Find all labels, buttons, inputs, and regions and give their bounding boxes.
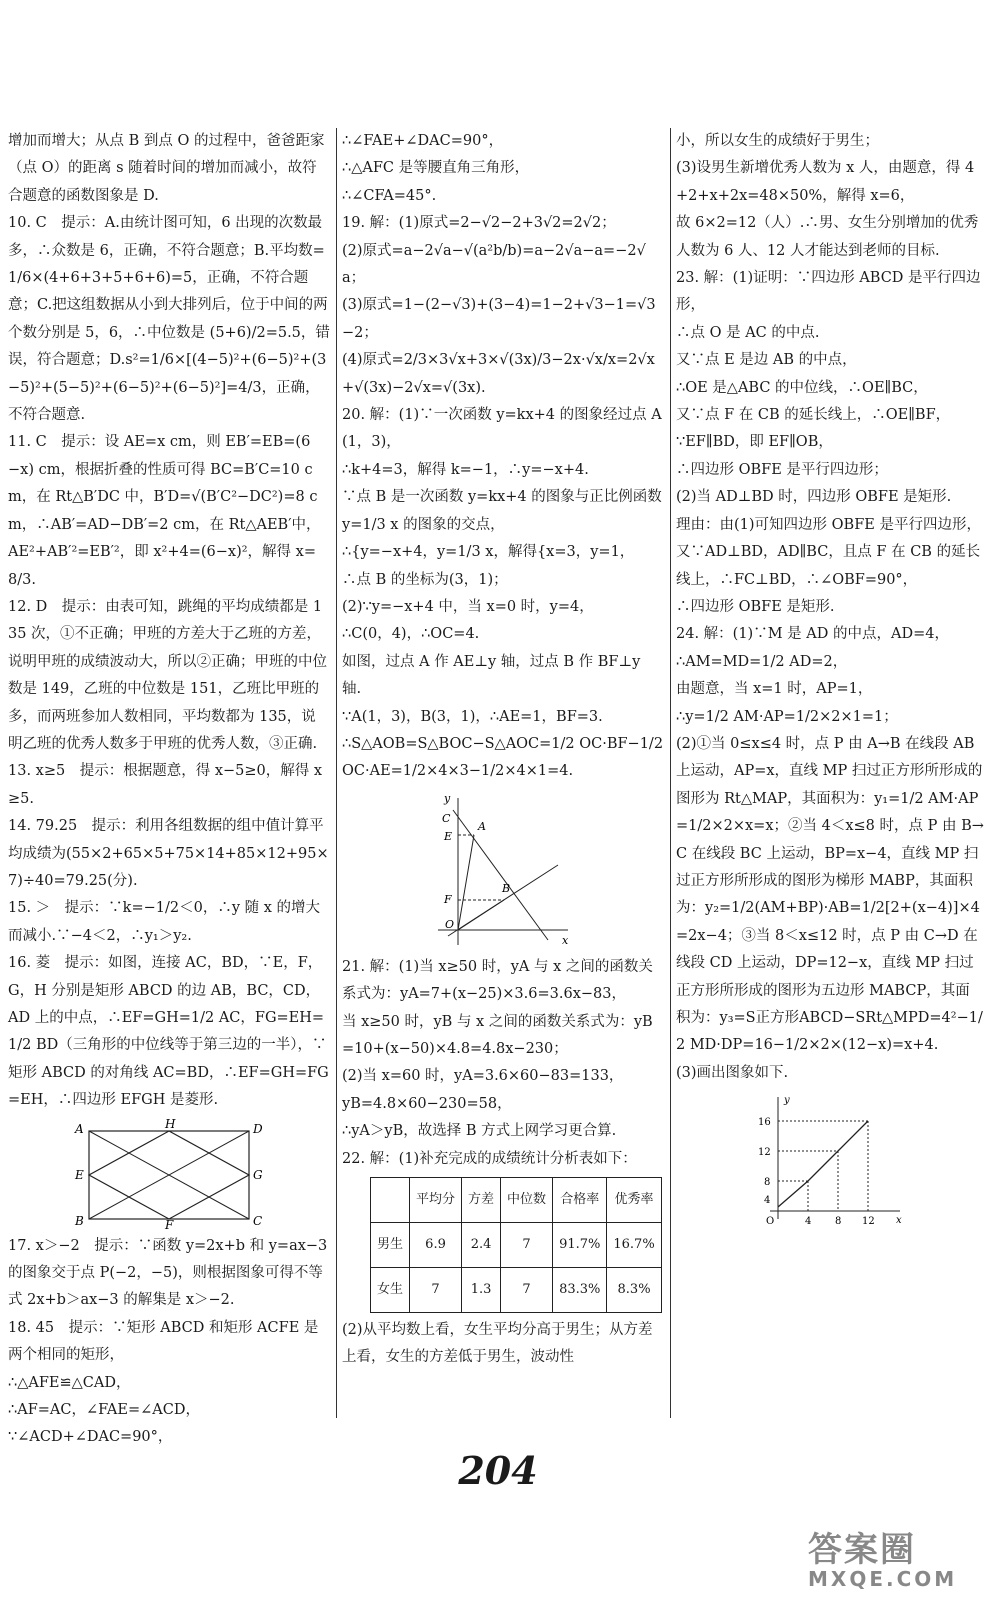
text-line: ∴∠FAE+∠DAC=90°，: [342, 133, 504, 149]
text-line: ∵点 B 是一次函数 y=kx+4 的图象与正比例函数 y=1/3 x 的图象的交点，: [342, 489, 662, 533]
label-x: x: [562, 933, 569, 947]
text-line: yB=4.8×60−230=58，: [342, 1095, 512, 1112]
text-line: ∴四边形 OBFE 是平行四边形；: [676, 461, 888, 478]
text-line: (2)∵y=−x+4 中，当 x=0 时，y=4，: [342, 598, 594, 615]
watermark-url: MXQE.COM: [808, 1567, 958, 1591]
label-e: E: [444, 829, 453, 843]
label-o: O: [766, 1216, 775, 1228]
text-line: 如图，过点 A 作 AE⊥y 轴，过点 B 作 BF⊥y 轴.: [342, 653, 641, 698]
text-line: ∴点 O 是 AC 的中点.: [676, 324, 820, 341]
label-y: y: [784, 1095, 790, 1107]
table-row: [371, 1223, 662, 1268]
table-header: 方差: [462, 1178, 501, 1223]
text-line: 由题意，当 x=1 时，AP=1，: [676, 681, 873, 698]
table-cell: 6.9: [410, 1223, 462, 1268]
page-number: 204: [458, 1448, 538, 1493]
segment-oa: [458, 835, 474, 930]
text-line: 又∵点 F 在 CB 的延长线上，∴OE∥BF，: [676, 407, 951, 424]
label-g: G: [253, 1167, 263, 1182]
table-cell: 83.3%: [553, 1268, 607, 1313]
answer-19-4: (4)原式=2/3×3√x+3×√(3x)/3−2x·√x/x=2√x+√(3x)−2√x=√(3x).: [342, 352, 655, 396]
tick-8: 8: [764, 1177, 771, 1189]
text-block: 增加而增大；从点 B 到点 O 的过程中，爸爸距家（点 O）的距离 s 随着时间的增加而减小，故符合题意的函数图象是 D.: [8, 133, 325, 204]
label-x: x: [896, 1215, 902, 1227]
answer-10: 10. C 提示：A.由统计图可知，6 出现的次数最多，∴众数是 6，正确，不符合题意；B.平均数=1/6×(4+6+3+5+6+6)=5，正确，不符合题意；C.把这组数据从小到大排列后，位于中间的两个数分别是 5，6，∴中位数是 (5+6)/2=5.5，错误，符合题意；D.s²=1/6×[(4−5)²+(6−5)²+(3−5)²+(5−5)²+(6−5)²+(6−5)²]=4/3，正确，不符合题意.: [8, 215, 330, 424]
text-line: 故 6×2=12（人）.∴男、女生分别增加的优秀人数为 6 人、12 人才能达到老师的目标.: [676, 215, 979, 259]
column-middle: [342, 128, 664, 1372]
tick-x-8: 8: [835, 1216, 842, 1228]
text-line: 理由：由(1)可知四边形 OBFE 是平行四边形，又∵AD⊥BD，AD∥BC，且点 F 在 CB 的延长线上，∴FC⊥BD，∴∠OBF=90°，: [676, 516, 981, 588]
rectangle-efgh-figure: [69, 1119, 269, 1229]
label-y: y: [444, 791, 451, 805]
table-header: 优秀率: [607, 1178, 661, 1223]
text-line: ∴{y=−x+4，y=1/3 x，解得{x=3，y=1，: [342, 544, 635, 561]
text-line: ∴C(0，4)，∴OC=4.: [342, 626, 480, 643]
tick-12: 12: [758, 1147, 771, 1159]
answer-17: 17. x＞−2 提示：∵函数 y=2x+b 和 y=ax−3 的图象交于点 P(−2，−5)，则根据图象可得不等式 2x+b＞ax−3 的解集是 x＞−2.: [8, 1237, 328, 1309]
table-cell: 1.3: [462, 1268, 501, 1313]
text-line: ∴四边形 OBFE 是矩形.: [676, 598, 835, 615]
coordinate-figure: [428, 790, 578, 950]
text-line: ∴点 B 的坐标为(3，1)；: [342, 571, 508, 588]
label-a: A: [478, 819, 486, 833]
table-header: 合格率: [553, 1178, 607, 1223]
segment-ob: [458, 900, 504, 930]
answer-12: 12. D 提示：由表可知，跳绳的平均成绩都是 135 次，①不正确；甲班的方差大于乙班的方差，说明甲班的成绩波动大，所以②正确；甲班的中位数是 149，乙班的中位数是 151，乙班比甲班的多，而两班参加人数相同，平均数都为 135，说明乙班的优秀人数多于甲班的优秀人数，③正确.: [8, 598, 327, 752]
answer-16: 16. 菱 提示：如图，连接 AC，BD，∵E，F，G，H 分别是矩形 ABCD 的边 AB，BC，CD，AD 上的中点，∴EF=GH=1/2 AC，FG=EH=1/2 BD（三角形的中位线等于第三边的一半），∵矩形 ABCD 的对角线 AC=BD，∴EF=GH=FG=EH，∴四边形 EFGH 是菱形.: [8, 955, 329, 1109]
table-cell: 91.7%: [553, 1223, 607, 1268]
answer-24: 24. 解：(1)∵M 是 AD 的中点，AD=4，: [676, 626, 949, 643]
text-line: ∴△AFC 是等腰直角三角形，: [342, 160, 530, 177]
table-cell: 7: [410, 1268, 462, 1313]
answer-22: 22. 解：(1)补充完成的成绩统计分析表如下：: [342, 1150, 637, 1167]
answer-15: 15. ＞ 提示：∵k=−1/2＜0，∴y 随 x 的增大而减小.∵−4＜2，∴y₁＞y₂.: [8, 900, 321, 944]
label-o: O: [445, 917, 455, 931]
table-cell: [371, 1178, 410, 1223]
label-b: B: [75, 1213, 84, 1228]
tick-x-4: 4: [805, 1216, 812, 1228]
column-left: [8, 128, 330, 1452]
table-header: 平均分: [410, 1178, 462, 1223]
table-row: [371, 1268, 662, 1313]
label-f: F: [444, 892, 452, 906]
answer-18: 18. 45 提示：∵矩形 ABCD 和矩形 ACFE 是两个相同的矩形，: [8, 1319, 319, 1364]
text-line: 当 x≥50 时，yB 与 x 之间的函数关系式为：yB=10+(x−50)×4.8=4.8x−230；: [342, 1013, 653, 1057]
table-cell: 16.7%: [607, 1223, 661, 1268]
answer-21: 21. 解：(1)当 x≥50 时，yA 与 x 之间的函数关系式为：yA=7+(x−25)×3.6=3.6x−83，: [342, 958, 653, 1003]
answer-19-1: 19. 解：(1)原式=2−√2−2+3√2=2√2；: [342, 215, 616, 232]
text-line: ∴∠CFA=45°.: [342, 187, 437, 204]
label-a: A: [75, 1121, 84, 1136]
table-header-row: [371, 1178, 662, 1223]
column-divider: [336, 128, 337, 1418]
answer-11: 11. C 提示：设 AE=x cm，则 EB′=EB=(6−x) cm，根据折叠的性质可得 BC=B′C=10 cm，在 Rt△B′DC 中，B′D=√(B′C²−DC²)=8 cm，∴AB′=AD−DB′=2 cm，在 Rt△AEB′中，AE²+AB′²=EB′²，即 x²+4=(6−x)²，解得 x=8/3.: [8, 434, 321, 588]
tick-16: 16: [758, 1117, 771, 1129]
answer-13: 13. x≥5 提示：根据题意，得 x−5≥0，解得 x≥5.: [8, 763, 323, 807]
label-h: H: [165, 1118, 176, 1131]
text-line: ∴k+4=3，解得 k=−1，∴y=−x+4.: [342, 461, 589, 478]
table-cell: 8.3%: [607, 1268, 661, 1313]
text-line: 又∵点 E 是边 AB 的中点，: [676, 352, 857, 369]
label-b: B: [502, 881, 511, 895]
watermark-title: 答案圈: [808, 1530, 916, 1570]
column-right: [676, 128, 984, 1235]
answer-23-2: (2)当 AD⊥BD 时，四边形 OBFE 是矩形.: [676, 489, 952, 506]
answer-19-3: (3)原式=1−(2−√3)+(3−4)=1−2+√3−1=√3−2；: [342, 297, 656, 341]
text-line: ∴OE 是△ABC 的中位线，∴OE∥BC，: [676, 379, 928, 396]
label-f: F: [165, 1217, 174, 1229]
text-line: ∴y=1/2 AM·AP=1/2×2×1=1；: [676, 708, 898, 725]
answer-18-line2: ∴△AFE≌△CAD，: [8, 1374, 131, 1391]
column-divider: [670, 128, 671, 1418]
tick-x-12: 12: [862, 1216, 875, 1228]
table-cell: 女生: [371, 1268, 410, 1313]
table-cell: 2.4: [462, 1223, 501, 1268]
label-e: E: [75, 1167, 84, 1182]
label-d: D: [253, 1121, 263, 1136]
label-c: C: [442, 811, 451, 825]
answer-24-3: (3)画出图象如下.: [676, 1064, 789, 1081]
function-polyline: [778, 1121, 868, 1207]
answer-24-2: (2)①当 0≤x≤4 时，点 P 由 A→B 在线段 AB 上运动，AP=x，直线 MP 扫过正方形所形成的图形为 Rt△MAP，其面积为：y₁=1/2 AM·AP=1/2×2×x=x；②当 4＜x≤8 时，点 P 由 B→C 在线段 BC 上运动，BP=x−4，直线 MP 扫过正方形所形成的图形为梯形 MABP，其面积为：y₂=1/2(AM+BP)·AB=1/2[2+(x−4)]×4=2x−4；③当 8＜x≤12 时，点 P 由 C→D 在线段 CD 上运动，DP=12−x，直线 MP 扫过正方形所形成的图形为五边形 MABCP，其面积为：y₃=S正方形ABCD−SRt△MPD=4²−1/2 MD·DP=16−1/2×2×(12−x)=x+4.: [676, 735, 984, 1054]
answer-22-3: (3)设男生新增优秀人数为 x 人，由题意，得 4+2+x+2x=48×50%，解得 x=6，: [676, 160, 975, 204]
answer-18-line4: ∵∠ACD+∠DAC=90°，: [8, 1429, 173, 1446]
function-graph-figure: [750, 1091, 910, 1231]
answer-23: 23. 解：(1)证明：∵四边形 ABCD 是平行四边形，: [676, 270, 981, 314]
answer-18-line3: ∴AF=AC，∠FAE=∠ACD，: [8, 1402, 200, 1419]
text-line: ∴AM=MD=1/2 AD=2，: [676, 653, 848, 670]
text-line: ∴yA＞yB，故选择 B 方式上网学习更合算.: [342, 1123, 617, 1140]
answer-22-2: (2)从平均数上看，女生平均分高于男生；从方差上看，女生的方差低于男生，波动性: [342, 1322, 653, 1366]
label-c: C: [253, 1213, 263, 1228]
text-line: ∵EF∥BD，即 EF∥OB，: [676, 434, 833, 451]
text-line: ∵A(1，3)，B(3，1)，∴AE=1，BF=3.: [342, 708, 603, 725]
text-line: (2)当 x=60 时，yA=3.6×60−83=133，: [342, 1068, 624, 1085]
watermark: [808, 1522, 988, 1594]
answer-14: 14. 79.25 提示：利用各组数据的组中值计算平均成绩为(55×2+65×5+75×14+85×12+95×7)÷40=79.25(分).: [8, 818, 329, 889]
answer-19-2: (2)原式=a−2√a−√(a²b/b)=a−2√a−a=−2√a；: [342, 242, 646, 287]
text-line: 小，所以女生的成绩好于男生；: [676, 133, 879, 149]
table-header: 中位数: [501, 1178, 553, 1223]
tick-4: 4: [764, 1195, 771, 1207]
table-cell: 7: [501, 1223, 553, 1268]
table-cell: 7: [501, 1268, 553, 1313]
table-cell: 男生: [371, 1223, 410, 1268]
stats-table: [370, 1177, 662, 1313]
text-line: ∴S△AOB=S△BOC−S△AOC=1/2 OC·BF−1/2 OC·AE=1/2×4×3−1/2×4×1=4.: [342, 735, 664, 780]
answer-20: 20. 解：(1)∵一次函数 y=kx+4 的图象经过点 A(1，3)，: [342, 407, 662, 451]
